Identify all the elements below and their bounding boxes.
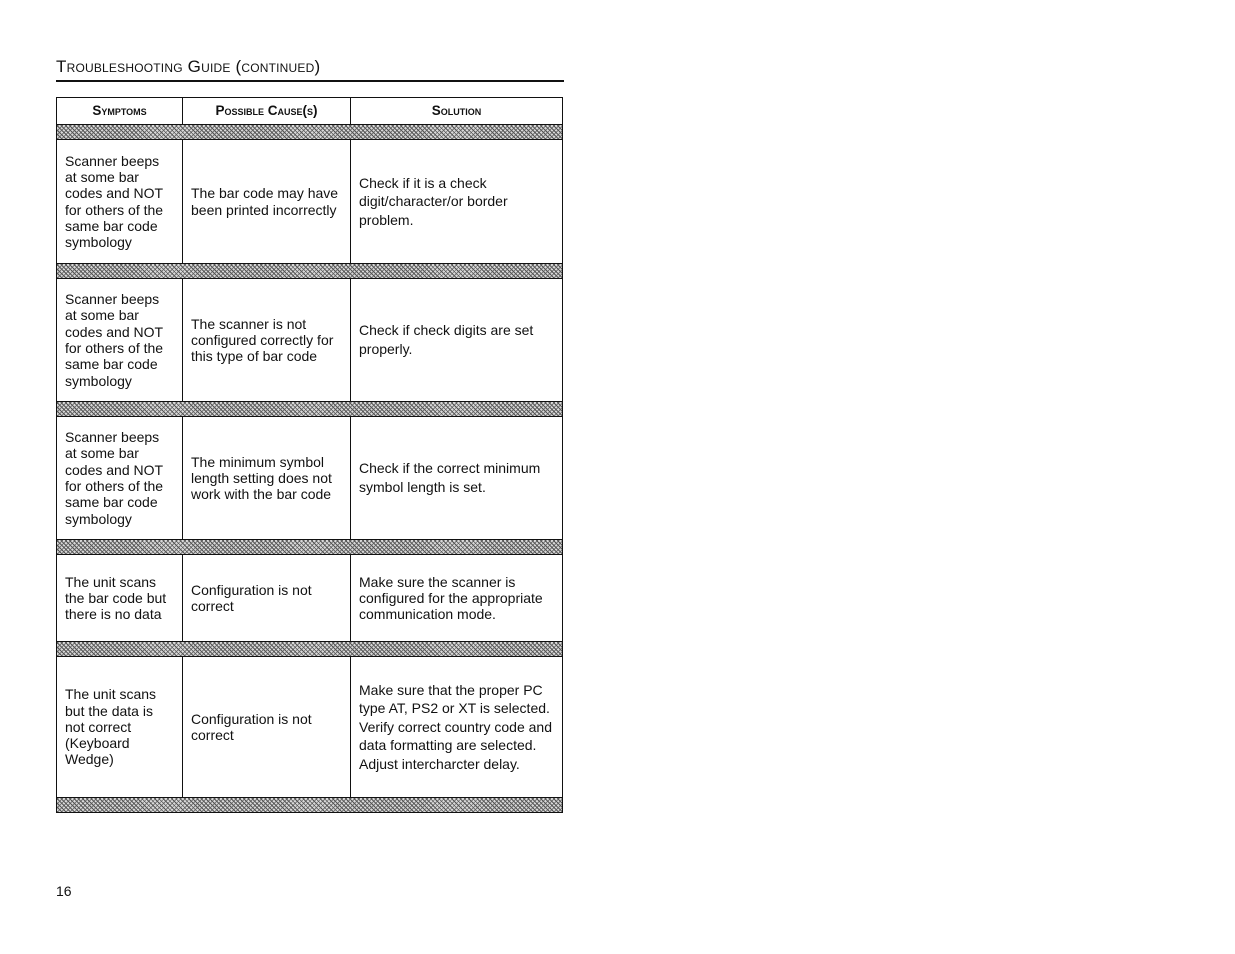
- cause-cell: Configuration is not correct: [183, 555, 351, 642]
- table-row: [57, 140, 563, 264]
- solution-cell: Check if it is a check digit/character/or border problem.: [351, 140, 563, 264]
- row-separator: [57, 264, 563, 279]
- table-row: [57, 417, 563, 540]
- symptom-cell: Scanner beeps at some bar codes and NOT for others of the same bar code symbology: [57, 279, 183, 402]
- symptom-cell: Scanner beeps at some bar codes and NOT for others of the same bar code symbology: [57, 417, 183, 540]
- header-solution: Solution: [351, 98, 563, 125]
- row-separator: [57, 798, 563, 813]
- table-header-row: [57, 98, 563, 125]
- solution-cell: Check if the correct minimum symbol length is set.: [351, 417, 563, 540]
- solution-cell: Check if check digits are set properly.: [351, 279, 563, 402]
- row-separator: [57, 402, 563, 417]
- troubleshooting-table: [56, 97, 563, 813]
- solution-cell: Make sure the scanner is configured for the appropriate communication mode.: [351, 555, 563, 642]
- row-separator: [57, 540, 563, 555]
- cause-cell: Configuration is not correct: [183, 657, 351, 798]
- symptom-cell: Scanner beeps at some bar codes and NOT for others of the same bar code symbology: [57, 140, 183, 264]
- cause-cell: The scanner is not configured correctly for this type of bar code: [183, 279, 351, 402]
- table-row: [57, 279, 563, 402]
- cause-cell: The bar code may have been printed incorrectly: [183, 140, 351, 264]
- page-title: Troubleshooting Guide (continued): [56, 56, 564, 82]
- header-possible-causes: Possible Cause(s): [183, 98, 351, 125]
- row-separator: [57, 125, 563, 140]
- cause-cell: The minimum symbol length setting does not work with the bar code: [183, 417, 351, 540]
- symptom-cell: The unit scans the bar code but there is no data: [57, 555, 183, 642]
- symptom-cell: The unit scans but the data is not correct (Keyboard Wedge): [57, 657, 183, 798]
- page-number: 16: [56, 883, 72, 899]
- header-symptoms: Symptoms: [57, 98, 183, 125]
- table-row: [57, 657, 563, 798]
- table-row: [57, 555, 563, 642]
- solution-cell: Make sure that the proper PC type AT, PS2 or XT is selected. Verify correct country code and data formatting are selected. Adjust intercharcter delay.: [351, 657, 563, 798]
- row-separator: [57, 642, 563, 657]
